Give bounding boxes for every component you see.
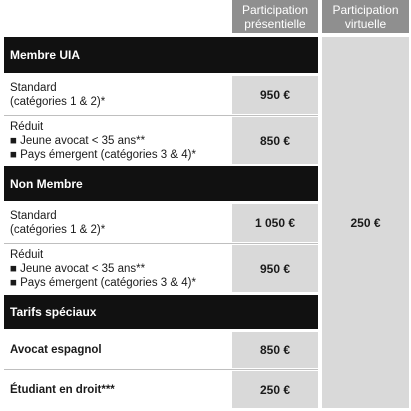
member-standard-line2: (catégories 1 & 2)* [10, 96, 106, 108]
section-non-member: Non Membre [4, 166, 318, 201]
nonmember-standard-price: 1 050 € [232, 204, 318, 242]
header-virtual [322, 0, 409, 33]
spanish-lawyer-price: 850 € [232, 332, 318, 368]
header-virtual-line2: virtuelle [344, 16, 387, 31]
member-reduced-line3: ■ Pays émergent (catégories 3 & 4)* [10, 148, 196, 161]
nonmember-reduced-line3: ■ Pays émergent (catégories 3 & 4)* [10, 276, 196, 289]
member-reduced-line1: Réduit [10, 120, 44, 133]
section-special: Tarifs spéciaux [4, 295, 318, 329]
virtual-price: 250 € [322, 37, 409, 408]
section-member: Membre UIA [4, 37, 318, 73]
member-reduced-label [4, 117, 230, 164]
nonmember-reduced-line2: ■ Jeune avocat < 35 ans** [10, 262, 146, 275]
header-presential-line2: présentielle [244, 16, 306, 31]
header-presential [232, 0, 318, 33]
nonmember-standard-line2: (catégories 1 & 2)* [10, 224, 106, 236]
nonmember-standard-line1: Standard [10, 210, 57, 222]
member-standard-label [4, 76, 230, 114]
row-separator [4, 243, 318, 244]
law-student-price: 250 € [232, 371, 318, 408]
member-standard-price: 950 € [232, 76, 318, 114]
header-virtual-line1: Participation [332, 2, 399, 17]
spanish-lawyer-label [4, 332, 230, 368]
law-student-label [4, 371, 230, 408]
nonmember-reduced-line1: Réduit [10, 248, 44, 261]
law-student-text: Étudiant en droit*** [10, 383, 115, 396]
row-separator [4, 369, 318, 370]
member-standard-line1: Standard [10, 82, 57, 94]
header-presential-line1: Participation [241, 2, 309, 17]
nonmember-standard-label [4, 204, 230, 242]
spanish-lawyer-text: Avocat espagnol [10, 344, 102, 356]
member-reduced-price: 850 € [232, 117, 318, 164]
nonmember-reduced-label [4, 245, 230, 292]
row-separator [4, 115, 318, 116]
member-reduced-line2: ■ Jeune avocat < 35 ans** [10, 134, 146, 147]
nonmember-reduced-price: 950 € [232, 245, 318, 292]
